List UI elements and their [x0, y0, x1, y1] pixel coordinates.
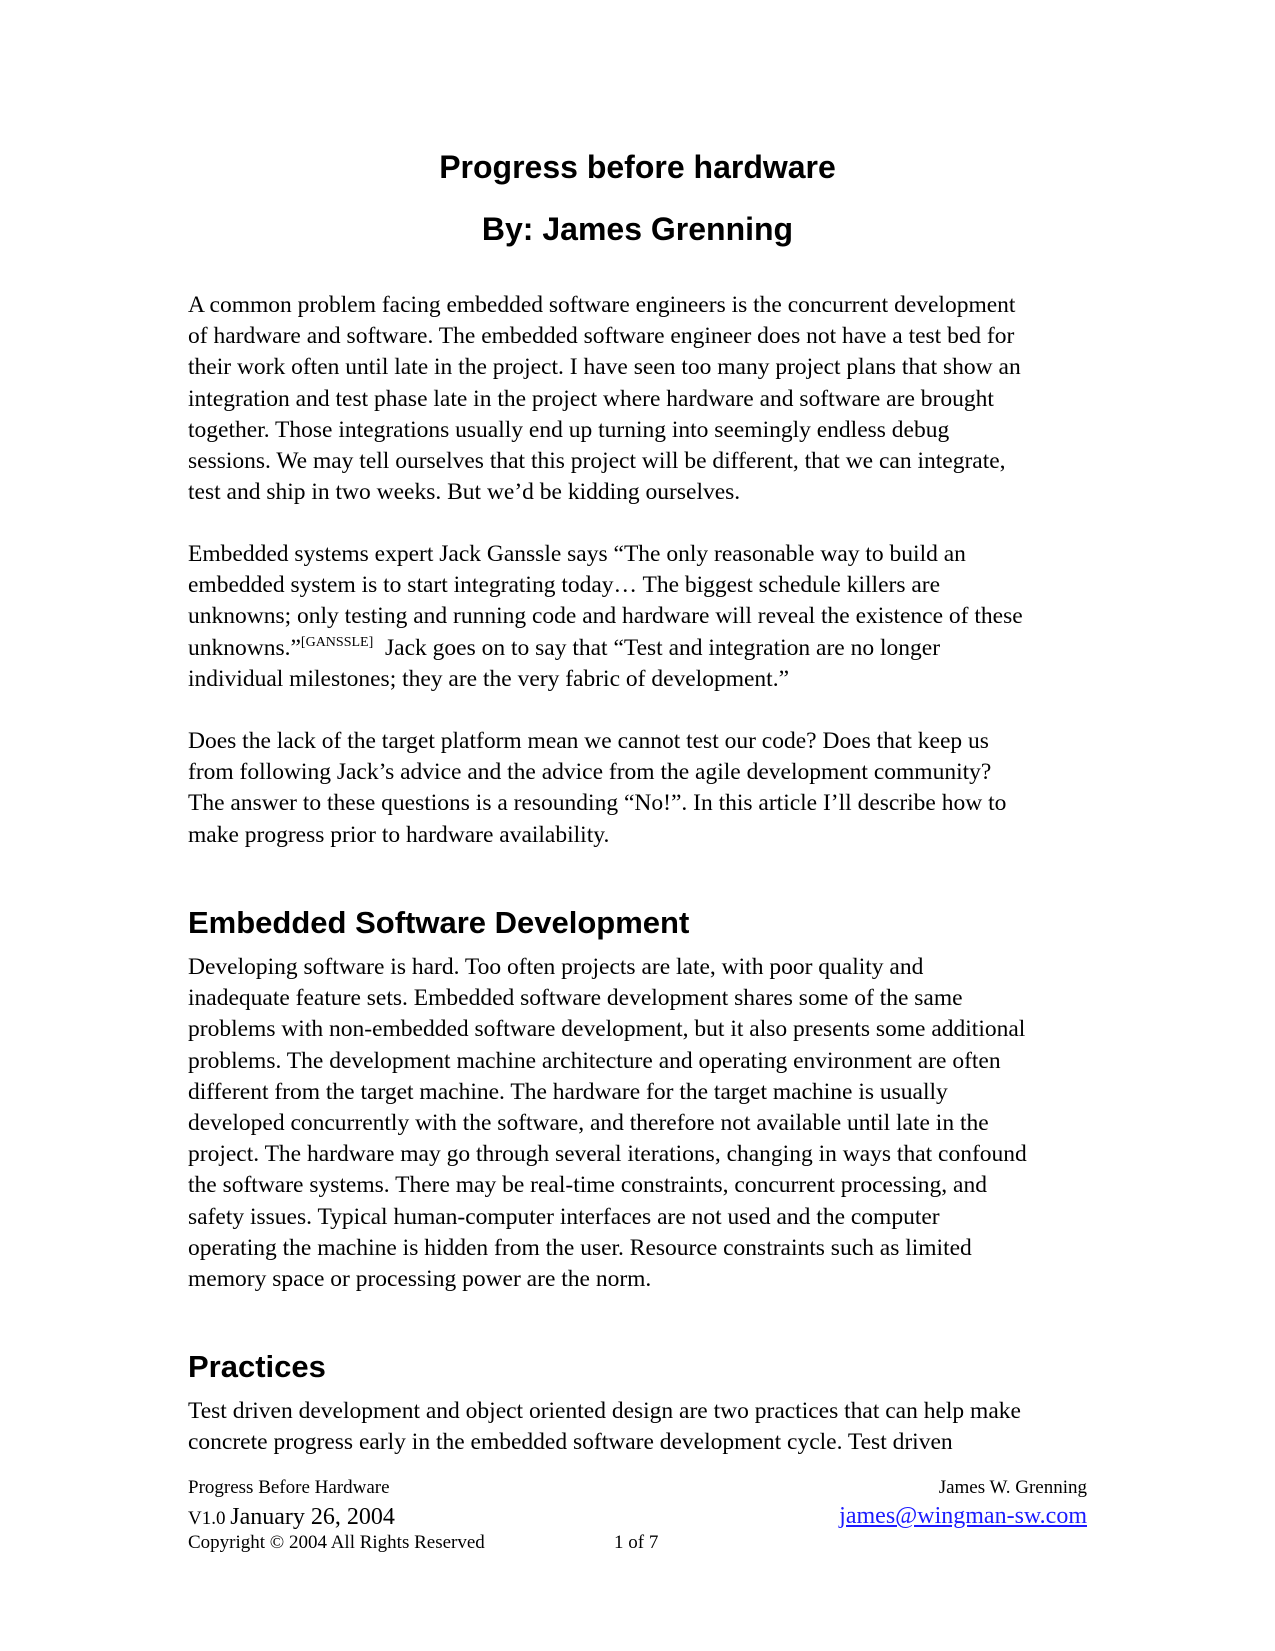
text-line: inadequate feature sets. Embedded software development shares some of the same [188, 985, 963, 1012]
text-line: together. Those integrations usually end up turning into seemingly endless debug [188, 416, 950, 443]
author-byline: By: James Grenning [481, 211, 794, 247]
text-line: their work often until late in the project. I have seen too many project plans that show an [188, 354, 1021, 381]
text-segment: unknowns.” [188, 634, 301, 661]
text-line: embedded system is to start integrating today… The biggest schedule killers are [188, 572, 941, 599]
text-line: concrete progress early in the embedded software development cycle. Test driven [188, 1429, 953, 1456]
text-line: A common problem facing embedded software engineers is the concurrent development [188, 292, 1016, 318]
footer-doc-title: Progress Before Hardware [188, 1477, 390, 1498]
footer-email-link[interactable]: james@wingman-sw.com [839, 1503, 1087, 1529]
text-line: from following Jack’s advice and the advice from the agile development community? [188, 759, 992, 786]
text-line: integration and test phase late in the project where hardware and software are brought [188, 385, 994, 412]
text-segment: Jack goes on to say that “Test and integration are no longer [373, 634, 941, 661]
footer-version: V1.0 [188, 1508, 226, 1529]
section-heading-embedded-software-development: Embedded Software Development [188, 905, 690, 940]
footer-author: James W. Grenning [938, 1477, 1087, 1498]
footer-page-number: 1 of 7 [614, 1532, 659, 1553]
footer-version-date [188, 1503, 395, 1533]
question-paragraph [188, 726, 1093, 851]
footer-date: January 26, 2004 [230, 1504, 395, 1530]
document-title: Progress before hardware [439, 149, 836, 185]
text-line: problems. The development machine architecture and operating environment are often [188, 1047, 1001, 1074]
text-line: Does the lack of the target platform mean we cannot test our code? Does that keep us [188, 728, 989, 754]
text-line: memory space or processing power are the norm. [188, 1266, 652, 1293]
section-heading-practices: Practices [188, 1349, 326, 1384]
text-line: safety issues. Typical human-computer interfaces are not used and the computer [188, 1203, 940, 1230]
ganssle-quote-paragraph [188, 539, 1093, 695]
citation-ganssle: [GANSSLE] [300, 634, 374, 650]
footer-copyright: Copyright © 2004 All Rights Reserved [188, 1532, 485, 1553]
text-line: of hardware and software. The embedded software engineer does not have a test bed for [188, 323, 1015, 350]
text-line [188, 633, 1093, 664]
text-line: operating the machine is hidden from the user. Resource constraints such as limited [188, 1234, 972, 1261]
text-line: unknowns; only testing and running code and hardware will reveal the existence of these [188, 603, 1023, 630]
text-line: Test driven development and object oriented design are two practices that can help make [188, 1398, 1021, 1424]
text-line: the software systems. There may be real-time constraints, concurrent processing, and [188, 1172, 987, 1199]
text-line: problems with non-embedded software development, but it also presents some additional [188, 1016, 1026, 1043]
text-line: different from the target machine. The hardware for the target machine is usually [188, 1078, 948, 1105]
text-line: individual milestones; they are the very fabric of development.” [188, 665, 790, 692]
text-line: make progress prior to hardware availability. [188, 821, 610, 848]
practices-paragraph [188, 1396, 1093, 1458]
text-line: developed concurrently with the software, and therefore not available until late in the [188, 1110, 989, 1137]
text-line: Developing software is hard. Too often projects are late, with poor quality and [188, 954, 924, 980]
text-line: test and ship in two weeks. But we’d be kidding ourselves. [188, 479, 741, 506]
text-line: Embedded systems expert Jack Ganssle says “The only reasonable way to build an [188, 541, 966, 567]
text-line: project. The hardware may go through several iterations, changing in ways that confound [188, 1141, 1027, 1168]
text-line: sessions. We may tell ourselves that this project will be different, that we can integrate, [188, 448, 1006, 475]
text-line: The answer to these questions is a resounding “No!”. In this article I’ll describe how to [188, 790, 1007, 817]
intro-paragraph [188, 290, 1093, 508]
esd-paragraph [188, 952, 1093, 1295]
